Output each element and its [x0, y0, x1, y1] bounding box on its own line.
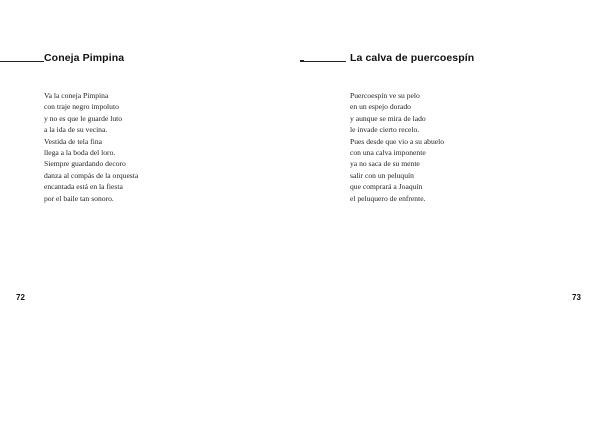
- poem-line: danza al compás de la orquesta: [44, 170, 139, 180]
- page-number: 72: [16, 293, 25, 302]
- title-rule: [0, 61, 44, 62]
- poem-line: en un espejo dorado: [350, 102, 411, 112]
- poem-line: encantada está en la fiesta: [44, 182, 123, 192]
- poem-line: Pues desde que vio a su abuelo: [350, 136, 445, 146]
- poem-line: a la ida de su vecina.: [44, 125, 108, 135]
- poem-line: le invade cierto recelo.: [350, 125, 420, 135]
- poem-line: con una calva imponente: [350, 148, 426, 158]
- poem-title: La calva de puercoespín: [350, 52, 475, 64]
- poem-line: Vestida de tela fina: [44, 136, 102, 146]
- page-number: 73: [572, 293, 581, 302]
- poem-line: y no es que le guarde luto: [44, 113, 123, 123]
- poem-line: y aunque se mira de lado: [350, 113, 426, 123]
- right-page: [300, 0, 600, 440]
- poem-line: por el baile tan sonoro.: [44, 193, 114, 203]
- poem-line: Puercoespín ve su pelo: [350, 91, 420, 100]
- poem-line: con traje negro impoluto: [44, 102, 119, 112]
- poem-line: Va la coneja Pimpina: [44, 91, 109, 100]
- poem-line: el peluquero de enfrente.: [350, 193, 426, 203]
- poem-title: Coneja Pimpina: [44, 52, 125, 64]
- poem-line: ya no saca de su mente: [350, 159, 420, 169]
- poem-body: [44, 90, 138, 204]
- poem-body: [350, 90, 444, 204]
- title-rule: [300, 61, 346, 62]
- poem-line: Siempre guardando decoro: [44, 159, 126, 169]
- poem-line: que comprará a Joaquín: [350, 182, 423, 192]
- poem-line: salir con un peluquín: [350, 170, 414, 180]
- poem-line: llega a la boda del loro.: [44, 148, 116, 158]
